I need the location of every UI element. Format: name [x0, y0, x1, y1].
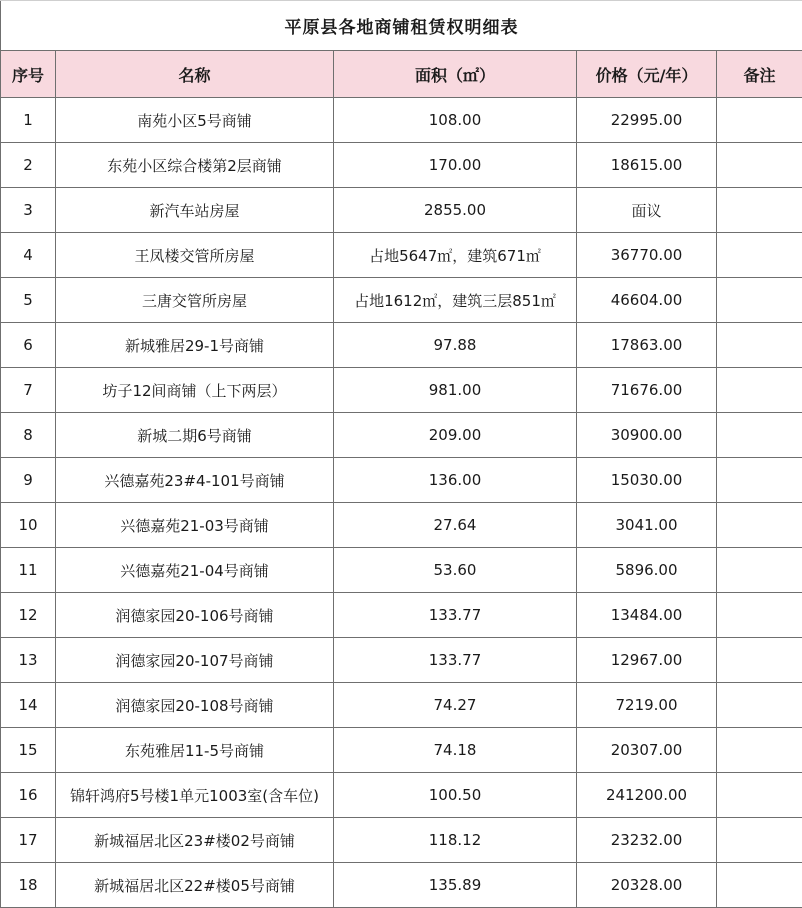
cell-price[interactable]: 面议	[577, 188, 717, 233]
cell-index[interactable]: 15	[1, 728, 56, 773]
cell-area[interactable]: 133.77	[334, 593, 577, 638]
header-price[interactable]: 价格（元/年）	[577, 51, 717, 98]
cell-index[interactable]: 18	[1, 863, 56, 908]
cell-area[interactable]: 170.00	[334, 143, 577, 188]
header-area[interactable]: 面积（㎡）	[334, 51, 577, 98]
cell-note[interactable]	[717, 548, 802, 593]
header-note[interactable]: 备注	[717, 51, 802, 98]
cell-note[interactable]	[717, 503, 802, 548]
cell-note[interactable]	[717, 368, 802, 413]
table-row	[1, 368, 802, 413]
cell-price[interactable]: 46604.00	[577, 278, 717, 323]
cell-name[interactable]: 润德家园20-108号商铺	[56, 683, 334, 728]
cell-index[interactable]: 14	[1, 683, 56, 728]
cell-name[interactable]: 三唐交管所房屋	[56, 278, 334, 323]
cell-area[interactable]: 136.00	[334, 458, 577, 503]
table-row	[1, 278, 802, 323]
cell-price[interactable]: 12967.00	[577, 638, 717, 683]
cell-name[interactable]: 新城二期6号商铺	[56, 413, 334, 458]
cell-price[interactable]: 5896.00	[577, 548, 717, 593]
cell-note[interactable]	[717, 593, 802, 638]
cell-note[interactable]	[717, 188, 802, 233]
cell-note[interactable]	[717, 728, 802, 773]
cell-name[interactable]: 南苑小区5号商铺	[56, 98, 334, 143]
cell-note[interactable]	[717, 863, 802, 908]
cell-area[interactable]: 27.64	[334, 503, 577, 548]
cell-name[interactable]: 东苑雅居11-5号商铺	[56, 728, 334, 773]
cell-note[interactable]	[717, 323, 802, 368]
cell-index[interactable]: 5	[1, 278, 56, 323]
cell-note[interactable]	[717, 233, 802, 278]
cell-price[interactable]: 7219.00	[577, 683, 717, 728]
table-row	[1, 98, 802, 143]
table-row	[1, 683, 802, 728]
cell-area[interactable]: 97.88	[334, 323, 577, 368]
table-row	[1, 728, 802, 773]
cell-area[interactable]: 100.50	[334, 773, 577, 818]
cell-name[interactable]: 新城福居北区23#楼02号商铺	[56, 818, 334, 863]
cell-area[interactable]: 53.60	[334, 548, 577, 593]
cell-index[interactable]: 1	[1, 98, 56, 143]
cell-price[interactable]: 17863.00	[577, 323, 717, 368]
cell-note[interactable]	[717, 278, 802, 323]
cell-name[interactable]: 新城雅居29-1号商铺	[56, 323, 334, 368]
cell-price[interactable]: 3041.00	[577, 503, 717, 548]
cell-price[interactable]: 241200.00	[577, 773, 717, 818]
table-row	[1, 773, 802, 818]
cell-price[interactable]: 30900.00	[577, 413, 717, 458]
cell-name[interactable]: 锦轩鸿府5号楼1单元1003室(含车位)	[56, 773, 334, 818]
cell-price[interactable]: 22995.00	[577, 98, 717, 143]
cell-note[interactable]	[717, 638, 802, 683]
cell-price[interactable]: 15030.00	[577, 458, 717, 503]
cell-price[interactable]: 36770.00	[577, 233, 717, 278]
cell-index[interactable]: 4	[1, 233, 56, 278]
cell-area[interactable]: 2855.00	[334, 188, 577, 233]
cell-area[interactable]: 981.00	[334, 368, 577, 413]
cell-note[interactable]	[717, 818, 802, 863]
cell-area[interactable]: 74.27	[334, 683, 577, 728]
table-row	[1, 593, 802, 638]
cell-index[interactable]: 11	[1, 548, 56, 593]
cell-note[interactable]	[717, 413, 802, 458]
table-row	[1, 143, 802, 188]
cell-note[interactable]	[717, 458, 802, 503]
table-body	[1, 98, 802, 908]
title-row	[1, 1, 802, 51]
cell-index[interactable]: 6	[1, 323, 56, 368]
cell-area[interactable]: 135.89	[334, 863, 577, 908]
table-row	[1, 458, 802, 503]
table-row	[1, 413, 802, 458]
cell-index[interactable]: 2	[1, 143, 56, 188]
cell-price[interactable]: 13484.00	[577, 593, 717, 638]
cell-index[interactable]: 13	[1, 638, 56, 683]
cell-area[interactable]: 209.00	[334, 413, 577, 458]
cell-area[interactable]: 占地5647㎡，建筑671㎡	[334, 233, 577, 278]
cell-note[interactable]	[717, 98, 802, 143]
table-row	[1, 818, 802, 863]
cell-index[interactable]: 17	[1, 818, 56, 863]
cell-name[interactable]: 坊子12间商铺（上下两层）	[56, 368, 334, 413]
header-row	[1, 51, 802, 98]
cell-index[interactable]: 16	[1, 773, 56, 818]
table-row	[1, 503, 802, 548]
table-row	[1, 638, 802, 683]
table-title[interactable]: 平原县各地商铺租赁权明细表	[1, 1, 802, 51]
cell-area[interactable]: 108.00	[334, 98, 577, 143]
cell-index[interactable]: 8	[1, 413, 56, 458]
cell-note[interactable]	[717, 683, 802, 728]
cell-name[interactable]: 东苑小区综合楼第2层商铺	[56, 143, 334, 188]
table-row	[1, 863, 802, 908]
cell-name[interactable]: 王凤楼交管所房屋	[56, 233, 334, 278]
cell-note[interactable]	[717, 773, 802, 818]
cell-price[interactable]: 23232.00	[577, 818, 717, 863]
table-row	[1, 188, 802, 233]
table-row	[1, 233, 802, 278]
cell-name[interactable]: 兴德嘉苑23#4-101号商铺	[56, 458, 334, 503]
cell-name[interactable]: 润德家园20-107号商铺	[56, 638, 334, 683]
cell-index[interactable]: 7	[1, 368, 56, 413]
cell-price[interactable]: 18615.00	[577, 143, 717, 188]
cell-name[interactable]: 新汽车站房屋	[56, 188, 334, 233]
header-index[interactable]: 序号	[1, 51, 56, 98]
cell-name[interactable]: 兴德嘉苑21-03号商铺	[56, 503, 334, 548]
cell-index[interactable]: 12	[1, 593, 56, 638]
cell-index[interactable]: 3	[1, 188, 56, 233]
table-row	[1, 323, 802, 368]
table-row	[1, 548, 802, 593]
cell-price[interactable]: 71676.00	[577, 368, 717, 413]
header-name[interactable]: 名称	[56, 51, 334, 98]
cell-index[interactable]: 10	[1, 503, 56, 548]
cell-area[interactable]: 133.77	[334, 638, 577, 683]
cell-area[interactable]: 74.18	[334, 728, 577, 773]
cell-name[interactable]: 新城福居北区22#楼05号商铺	[56, 863, 334, 908]
cell-note[interactable]	[717, 143, 802, 188]
cell-area[interactable]: 118.12	[334, 818, 577, 863]
cell-price[interactable]: 20328.00	[577, 863, 717, 908]
cell-area[interactable]: 占地1612㎡，建筑三层851㎡	[334, 278, 577, 323]
cell-index[interactable]: 9	[1, 458, 56, 503]
cell-price[interactable]: 20307.00	[577, 728, 717, 773]
cell-name[interactable]: 润德家园20-106号商铺	[56, 593, 334, 638]
cell-name[interactable]: 兴德嘉苑21-04号商铺	[56, 548, 334, 593]
